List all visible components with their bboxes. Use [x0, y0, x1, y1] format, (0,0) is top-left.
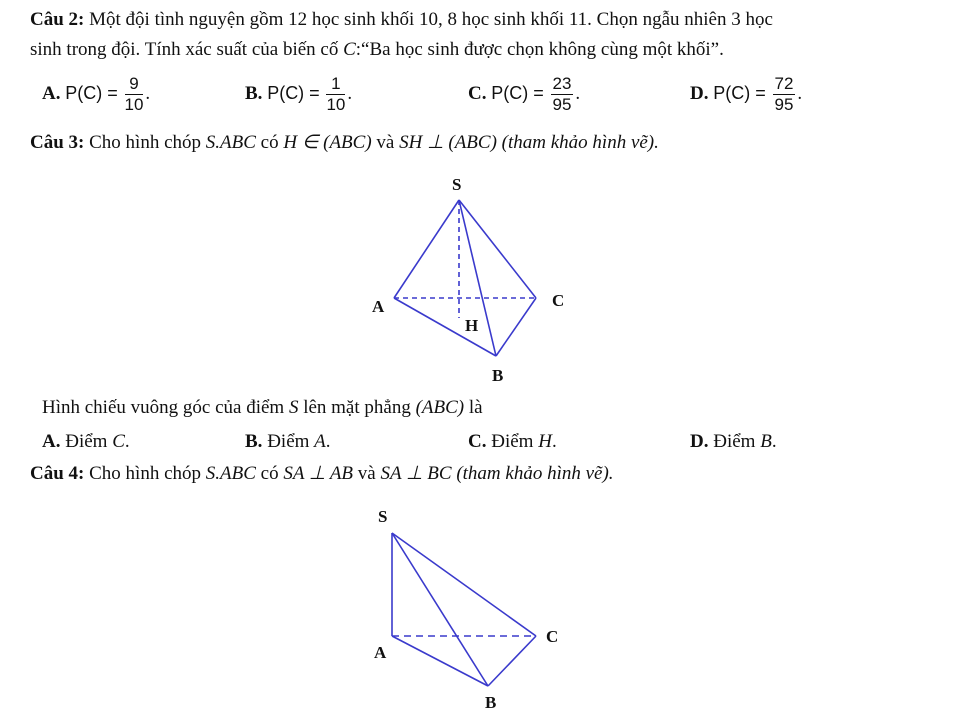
q3-option-d[interactable]: D. Điểm B.	[690, 431, 777, 452]
q4-label-C: C	[546, 627, 559, 646]
q2-option-lhs: P(C) =	[65, 82, 118, 103]
q3-option-point: A	[314, 431, 326, 452]
q3-option-b[interactable]: B. Điểm A.	[245, 431, 331, 452]
q3-text: có	[260, 132, 279, 153]
q2-option-a[interactable]: A. P(C) = $\frac{9}{10}$ .	[42, 74, 151, 114]
q3-edge-AB	[394, 298, 496, 356]
q3-option-letter: D.	[690, 431, 709, 452]
q3-text: Cho hình chóp	[89, 132, 202, 153]
q4-label-S: S	[378, 507, 388, 526]
q4-edge-CB	[488, 636, 536, 686]
q3-option-letter: B.	[245, 431, 263, 452]
q2-option-letter: C.	[468, 82, 487, 104]
q3-option-c[interactable]: C. Điểm H.	[468, 431, 557, 452]
q3-text: và	[376, 132, 395, 153]
q4-edge-AB	[392, 636, 488, 686]
q3-option-a[interactable]: A. Điểm C.	[42, 431, 130, 452]
q4-label: Câu 4:	[30, 463, 85, 484]
q4-edge-SB	[392, 533, 488, 686]
q4-label-A: A	[374, 643, 387, 662]
q4-line1	[30, 462, 614, 486]
q3-label-H: H	[465, 316, 479, 335]
q2-option-c[interactable]: C. P(C) = $\frac{23}{95}$ .	[468, 74, 581, 114]
q2-option-d[interactable]: D. P(C) = $\frac{72}{95}$ .	[690, 74, 803, 114]
q2-option-lhs: P(C) =	[491, 82, 544, 103]
q3-label-S: S	[452, 175, 462, 194]
q3-condition-2: SH ⊥ (ABC)	[399, 132, 497, 153]
q3-condition-1: H ∈ (ABC)	[283, 132, 372, 153]
q3-option-text: Điểm	[491, 431, 534, 452]
q2-option-lhs: P(C) =	[713, 82, 766, 103]
q4-text: và	[357, 463, 376, 484]
q3-label-C: C	[552, 291, 565, 310]
q2-label: Câu 2:	[30, 9, 85, 30]
q3-question	[42, 396, 483, 420]
q3-option-text: Điểm	[65, 431, 108, 452]
q3-question-text: là	[468, 397, 483, 418]
q2-option-letter: B.	[245, 82, 263, 104]
q3-question-point: S	[288, 397, 299, 418]
q2-text-line2a: sinh trong đội. Tính xác suất của biến cố	[30, 39, 339, 60]
q2-text-line1: Một đội tình nguyện gồm 12 học sinh khối 10, 8 học sinh khối 11. Chọn ngẫu nhiên 3 học	[89, 9, 773, 30]
q3-label-B: B	[492, 366, 504, 385]
q3-label: Câu 3:	[30, 132, 85, 153]
q3-question-text: Hình chiếu vuông góc của điểm	[42, 397, 285, 418]
q2-option-b[interactable]: B. P(C) = $\frac{1}{10}$ .	[245, 74, 353, 114]
q3-label-A: A	[372, 297, 385, 316]
q2-option-fraction: $\frac{72}{95}$	[774, 74, 794, 114]
q4-condition-2: SA ⊥ BC	[380, 463, 452, 484]
q3-edge-CB	[496, 298, 536, 356]
q3-option-point: H	[538, 431, 552, 452]
q3-option-point: B	[760, 431, 772, 452]
q4-note: (tham khảo hình vẽ).	[456, 463, 614, 484]
q4-label-B: B	[485, 693, 497, 710]
q4-pyramid: S.ABC	[205, 463, 256, 484]
q2-option-fraction: $\frac{1}{10}$	[326, 74, 346, 114]
q3-pyramid: S.ABC	[205, 132, 256, 153]
q3-option-text: Điểm	[267, 431, 310, 452]
q2-option-letter: A.	[42, 82, 61, 104]
q3-option-point: C	[112, 431, 125, 452]
q3-question-text: lên mặt phẳng	[303, 397, 411, 418]
q4-edge-SC	[392, 533, 536, 636]
q4-text: có	[260, 463, 279, 484]
q2-option-fraction: $\frac{9}{10}$	[124, 74, 144, 114]
q3-edge-SA	[394, 200, 459, 298]
q3-option-letter: C.	[468, 431, 487, 452]
q3-question-plane: (ABC)	[415, 397, 465, 418]
q4-text: Cho hình chóp	[89, 463, 202, 484]
q4-condition-1: SA ⊥ AB	[283, 463, 354, 484]
q2-option-fraction: $\frac{23}{95}$	[552, 74, 572, 114]
q3-option-letter: A.	[42, 431, 61, 452]
q3-option-text: Điểm	[713, 431, 756, 452]
q2-option-letter: D.	[690, 82, 709, 104]
q2-text-line2b: :“Ba học sinh được chọn không cùng một khối”.	[355, 39, 724, 60]
q3-note: (tham khảo hình vẽ).	[501, 132, 659, 153]
q2-option-lhs: P(C) =	[267, 82, 320, 103]
q2-event: C	[343, 39, 356, 60]
